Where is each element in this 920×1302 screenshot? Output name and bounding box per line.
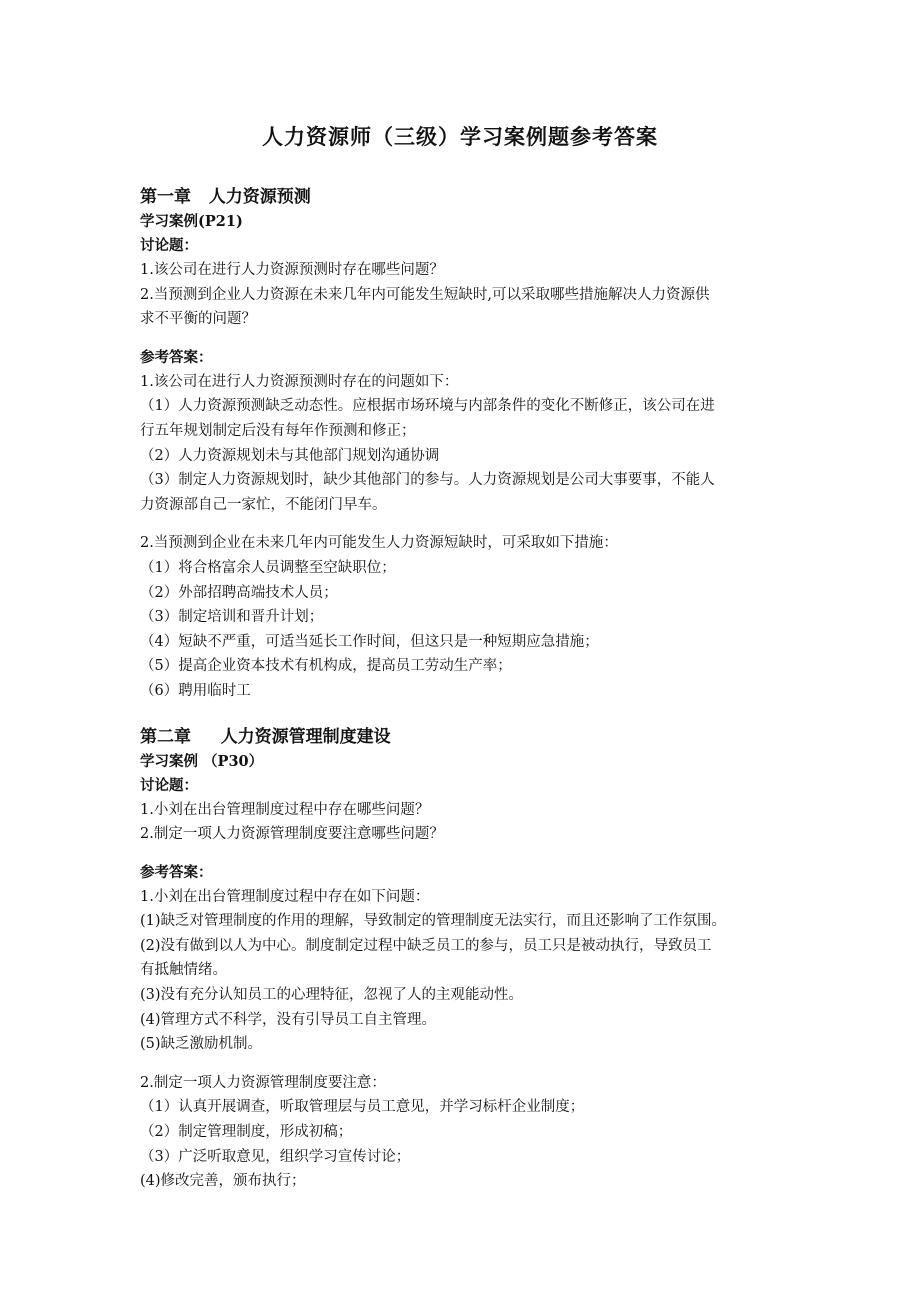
chapter-1-discussion-label: 讨论题：	[140, 237, 198, 254]
chapter-1-answer1-line: 1.该公司在进行人力资源预测时存在的问题如下：	[140, 373, 459, 390]
chapter-1-answer1-line: 力资源部自己一家忙，不能闭门早车。	[140, 496, 387, 513]
chapter-1-answer1-line: 行五年规划制定后没有每年作预测和修正；	[140, 422, 416, 439]
chapter-1-answer1-line: （1）人力资源预测缺乏动态性。应根据市场环境与内部条件的变化不断修正，该公司在进	[140, 398, 715, 415]
chapter-2-answer-label: 参考答案：	[140, 863, 213, 881]
page-title: 人力资源师（三级）学习案例题参考答案	[262, 124, 658, 149]
chapter-2-answer2-line: (4)修改完善，颁布执行；	[140, 1173, 306, 1190]
chapter-1-answer2-line: （3）制定培训和晋升计划；	[140, 609, 324, 626]
chapter-1-section	[140, 184, 788, 704]
chapter-2-answer2-line: （3）广泛听取意见，组织学习宣传讨论；	[140, 1148, 411, 1165]
document-body	[140, 184, 788, 1194]
chapter-1-question-line: 2.当预测到企业人力资源在未来几年内可能发生短缺时,可以采取哪些措施解决人力资源供	[140, 286, 710, 303]
chapter-2-answer1-line: (3)没有充分认知员工的心理特征，忽视了人的主观能动性。	[140, 987, 524, 1004]
chapter-2-answer2-line: （1）认真开展调查，听取管理层与员工意见，并学习标杆企业制度；	[140, 1099, 585, 1116]
chapter-1-answer2-line: （6）聘用临时工	[140, 682, 251, 699]
chapter-1-answer2-line: （4）短缺不严重，可适当延长工作时间，但这只是一种短期应急措施；	[140, 633, 599, 650]
chapter-1-question-line: 1.该公司在进行人力资源预测时存在哪些问题？	[140, 262, 444, 278]
chapter-1-case-label: 学习案例(P21)	[140, 213, 243, 230]
chapter-1-answer2-line: 2.当预测到企业在未来几年内可能发生人力资源短缺时，可采取如下措施：	[140, 535, 618, 552]
chapter-2-answer1-line: 有抵触情绪。	[140, 962, 227, 979]
chapter-2-answer1-line: (4)管理方式不科学，没有引导员工自主管理。	[140, 1011, 437, 1028]
chapter-2-discussion-label: 讨论题：	[140, 776, 198, 794]
chapter-2-answer1-line: (5)缺乏激励机制。	[140, 1036, 263, 1053]
chapter-2-answer2-line: 2.制定一项人力资源管理制度要注意：	[140, 1074, 386, 1091]
chapter-2-answer1-line: (2)没有做到以人为中心。制度制定过程中缺乏员工的参与，员工只是被动执行，导致员工	[140, 937, 712, 954]
chapter-2-answer1-line: (1)缺乏对管理制度的作用的理解，导致制定的管理制度无法实行，而且还影响了工作氛围。	[140, 913, 727, 930]
chapter-1-answer1-line: （3）制定人力资源规划时，缺少其他部门的参与。人力资源规划是公司大事要事，不能人	[140, 472, 715, 489]
chapter-1-answer-label: 参考答案：	[140, 348, 213, 366]
chapter-1-answer2-line: （2）外部招聘高端技术人员；	[140, 584, 338, 601]
chapter-2-heading: 第二章 人力资源管理制度建设	[140, 726, 391, 747]
chapter-2-section	[140, 724, 788, 1194]
chapter-2-answer2-line: （2）制定管理制度，形成初稿；	[140, 1124, 353, 1141]
chapter-1-question-line: 求不平衡的问题？	[140, 311, 256, 328]
chapter-2-question-line: 1.小刘在出台管理制度过程中存在哪些问题？	[140, 801, 430, 818]
chapter-2-case-label: 学习案例 （P30）	[140, 752, 264, 770]
chapter-2-question-line: 2.制定一项人力资源管理制度要注意哪些问题？	[140, 826, 444, 843]
chapter-1-answer2-line: （1）将合格富余人员调整至空缺职位；	[140, 559, 396, 576]
chapter-2-answer1-line: 1.小刘在出台管理制度过程中存在如下问题：	[140, 888, 430, 905]
chapter-1-answer1-line: （2）人力资源规划未与其他部门规划沟通协调	[140, 447, 440, 464]
chapter-1-answer2-line: （5）提高企业资本技术有机构成，提高员工劳动生产率；	[140, 658, 512, 675]
chapter-1-heading: 第一章 人力资源预测	[140, 187, 311, 207]
